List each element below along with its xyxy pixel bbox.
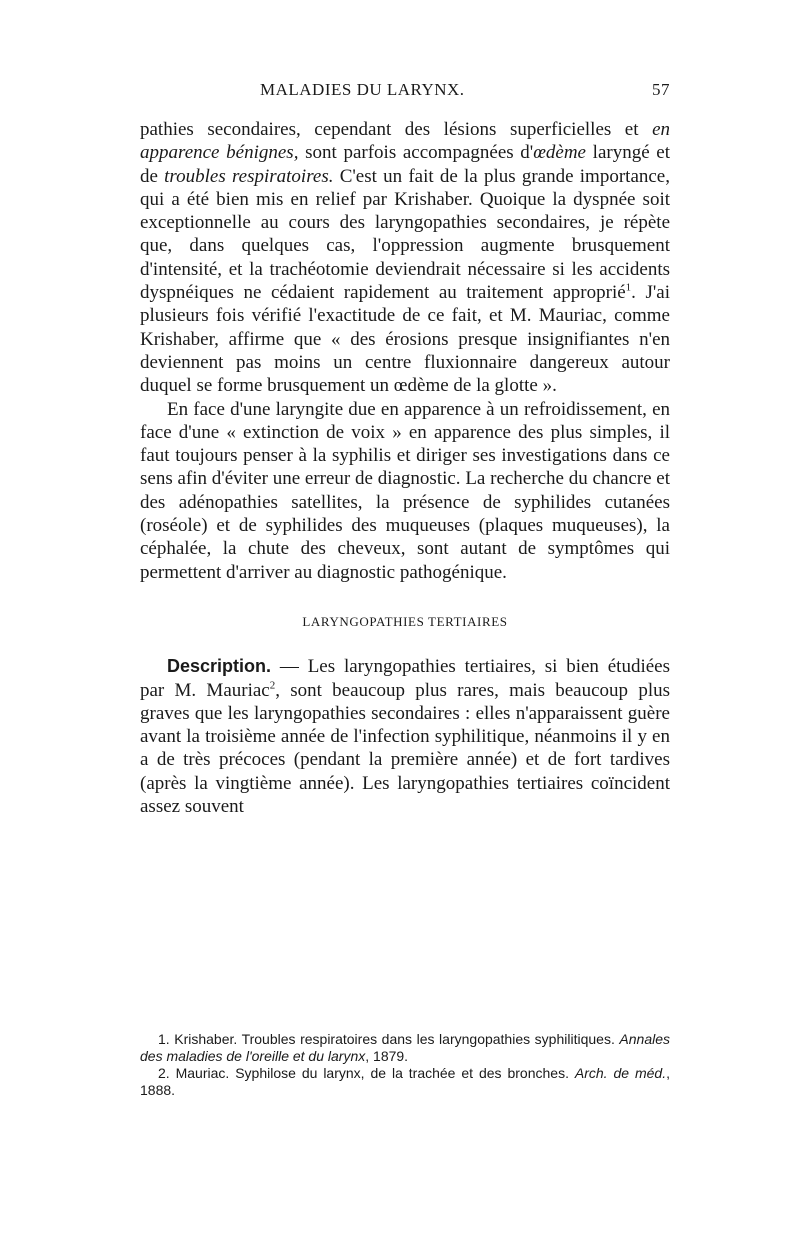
footnote-text: , 1888. <box>140 1065 670 1098</box>
text-span: sont parfois accompagnées d' <box>298 142 534 164</box>
section-heading: LARYNGOPATHIES TERTIAIRES <box>302 613 508 629</box>
text-span: . J'ai plusieurs fois vérifié l'exactitude de ce fait, et M. Mauriac, comme Krishaber, affirme que « des érosions presque insignifiantes n'en deviennent pas moins un centre fluxionnaire dangereux autour duquel se forme brusquement un œdème de la glotte ». <box>140 282 671 397</box>
footnote-text: , 1879. <box>365 1048 409 1064</box>
footnotes <box>140 1031 670 1099</box>
footnote-text: 1. Krishaber. Troubles respiratoires dans les laryngopathies syphilitiques. <box>158 1031 620 1047</box>
italic-span: en apparence bénignes, <box>140 119 670 164</box>
footnote-ref-2: 2 <box>269 679 276 692</box>
paragraph-1 <box>140 118 670 398</box>
description-label: Description. <box>167 656 272 677</box>
running-head <box>260 80 670 104</box>
body-text <box>140 118 670 818</box>
paragraph-3 <box>140 655 670 818</box>
paragraph-2: En face d'une laryngite due en apparence à un refroidissement, en face d'une « extinction de voix » en apparence des plus simples, il faut toujours penser à la syphilis et diriger ses investigations dans ce sens afin d'éviter une erreur de diagnostic. La recherche du chancre et des adénopathies satellites, la présence de syphilides cutanées (roséole) et de syphilides des muqueuses (plaques muqueuses), la céphalée, la chute des cheveux, sont autant de symptômes qui permettent d'arriver au diagnostic pathogénique. <box>140 398 670 583</box>
footnote-ref-1: 1 <box>625 281 632 294</box>
text-span: , sont beaucoup plus rares, mais beaucoup plus graves que les laryngopathies secondaires : elles n'apparaissent guère avant la troisième année de l'infection syphilitique, néanmoins il y en a de très précoces (pendant la première année) et de fort tardives (après la vingtième année). Les laryngopathies tertiaires coïncident assez souvent <box>140 679 670 818</box>
text-span: laryngé et de <box>140 142 671 187</box>
text-span: C'est un fait de la plus grande importance, qui a été bien mis en relief par Krishaber. Quoique la dyspnée soit exceptionnelle au cours des laryngopathies secondaires, je répète que, dans quelques cas, l'oppression augmente brusquement d'intensité, et la trachéotomie deviendrait nécessaire si les accidents dyspnéiques ne cédaient rapidement au traitement approprié <box>140 165 670 304</box>
text-span: — Les laryngopathies tertiaires, si bien étudiées par M. Mauriac <box>140 656 670 701</box>
footnote-italic: Annales des maladies de l'oreille et du larynx <box>140 1031 670 1064</box>
running-title: MALADIES DU LARYNX. <box>260 80 465 99</box>
page-number: 57 <box>652 80 670 99</box>
text-span: pathies secondaires, cependant des lésions superficielles et <box>140 119 653 140</box>
footnote-text: 2. Mauriac. Syphilose du larynx, de la trachée et des bronches. <box>158 1065 575 1081</box>
footnote-2 <box>140 1065 670 1099</box>
footnote-italic: Arch. de méd. <box>574 1065 667 1081</box>
italic-span: troubles respiratoires. <box>164 165 334 187</box>
italic-span: œdème <box>533 142 586 164</box>
footnote-1 <box>140 1031 670 1065</box>
